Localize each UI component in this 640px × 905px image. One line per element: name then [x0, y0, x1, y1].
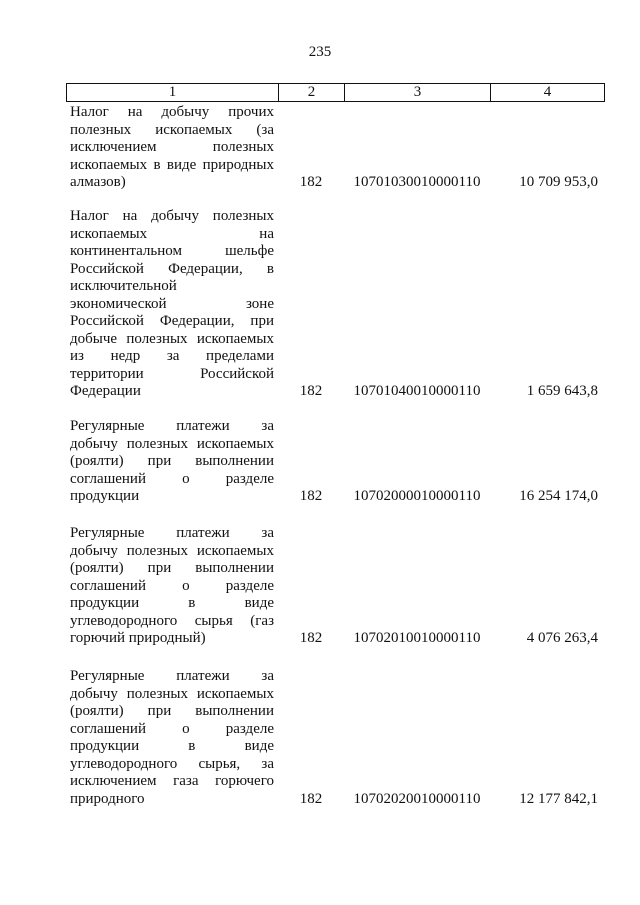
description-line: добычу полезных ископаемых [70, 435, 274, 452]
description-line: Российской Федерации, в [70, 260, 274, 277]
description-line: продукции в виде [70, 595, 274, 611]
description-line: углеводородного сырья (газ [70, 612, 274, 629]
description-line: продукции [70, 488, 140, 504]
description-line: из недр за пределами [70, 348, 274, 364]
description-line: соглашений о разделе [70, 720, 274, 737]
budget-classification-code: 10701040010000110 [353, 383, 481, 399]
amount: 4 076 263,4 [526, 630, 598, 646]
column-header-1: 1 [67, 84, 279, 102]
description-line: алмазов) [70, 174, 126, 190]
table-row [66, 104, 604, 190]
description-line: исключительной [70, 278, 177, 294]
budget-classification-code: 10702020010000110 [353, 790, 481, 807]
column-header-3: 3 [345, 84, 491, 102]
column-header-2: 2 [279, 84, 345, 102]
description-line: соглашений о разделе [70, 577, 274, 594]
table-row [66, 525, 604, 646]
description-line: (роялти) при выполнении [70, 703, 274, 719]
admin-code: 182 [299, 630, 323, 646]
row-description [70, 208, 274, 401]
description-line: Федерации [70, 383, 141, 399]
table-row [66, 208, 604, 399]
admin-code: 182 [299, 174, 323, 190]
description-line: добычу полезных ископаемых [70, 542, 274, 559]
description-line: (роялти) при выполнении [70, 560, 274, 576]
row-description [70, 104, 274, 192]
column-header-4: 4 [491, 84, 605, 102]
budget-classification-code: 10701030010000110 [353, 174, 481, 190]
description-line: добычу полезных ископаемых [70, 685, 274, 702]
description-line: горючий природный) [70, 630, 206, 646]
budget-classification-code: 10702000010000110 [353, 488, 481, 504]
amount: 10 709 953,0 [519, 174, 598, 190]
description-line: полезных ископаемых (за [70, 121, 274, 138]
description-line: Налог на добычу полезных [70, 208, 274, 224]
row-description [70, 668, 274, 808]
row-description [70, 418, 274, 506]
description-line: ископаемых в виде природных [70, 156, 274, 173]
amount: 1 659 643,8 [526, 383, 598, 399]
description-line: континентальном шельфе [70, 243, 274, 259]
description-line: Регулярные платежи за [70, 525, 274, 541]
description-line: ископаемых на [70, 225, 274, 242]
description-line: продукции в виде [70, 738, 274, 754]
admin-code: 182 [299, 488, 323, 504]
table-row [66, 418, 604, 504]
description-line: (роялти) при выполнении [70, 453, 274, 469]
description-line: углеводородного сырья, за [70, 755, 274, 772]
table-row [66, 668, 604, 807]
amount: 16 254 174,0 [519, 488, 598, 504]
admin-code: 182 [299, 383, 323, 399]
description-line: Налог на добычу прочих [70, 104, 274, 120]
column-header-table [66, 83, 605, 102]
amount: 12 177 842,1 [519, 790, 598, 807]
admin-code: 182 [299, 790, 323, 807]
description-line: добыче полезных ископаемых [70, 330, 274, 347]
description-line: природного [70, 790, 145, 807]
description-line: исключением газа горючего [70, 773, 274, 789]
description-line: Регулярные платежи за [70, 668, 274, 684]
description-line: исключением полезных [70, 139, 274, 155]
row-description [70, 525, 274, 648]
description-line: Регулярные платежи за [70, 418, 274, 434]
description-line: территории Российской [70, 365, 274, 382]
budget-classification-code: 10702010010000110 [353, 630, 481, 646]
description-line: соглашений о разделе [70, 470, 274, 487]
description-line: Российской Федерации, при [70, 313, 274, 329]
column-header-row [67, 84, 605, 102]
page-number: 235 [308, 44, 332, 60]
description-line: экономической зоне [70, 295, 274, 312]
